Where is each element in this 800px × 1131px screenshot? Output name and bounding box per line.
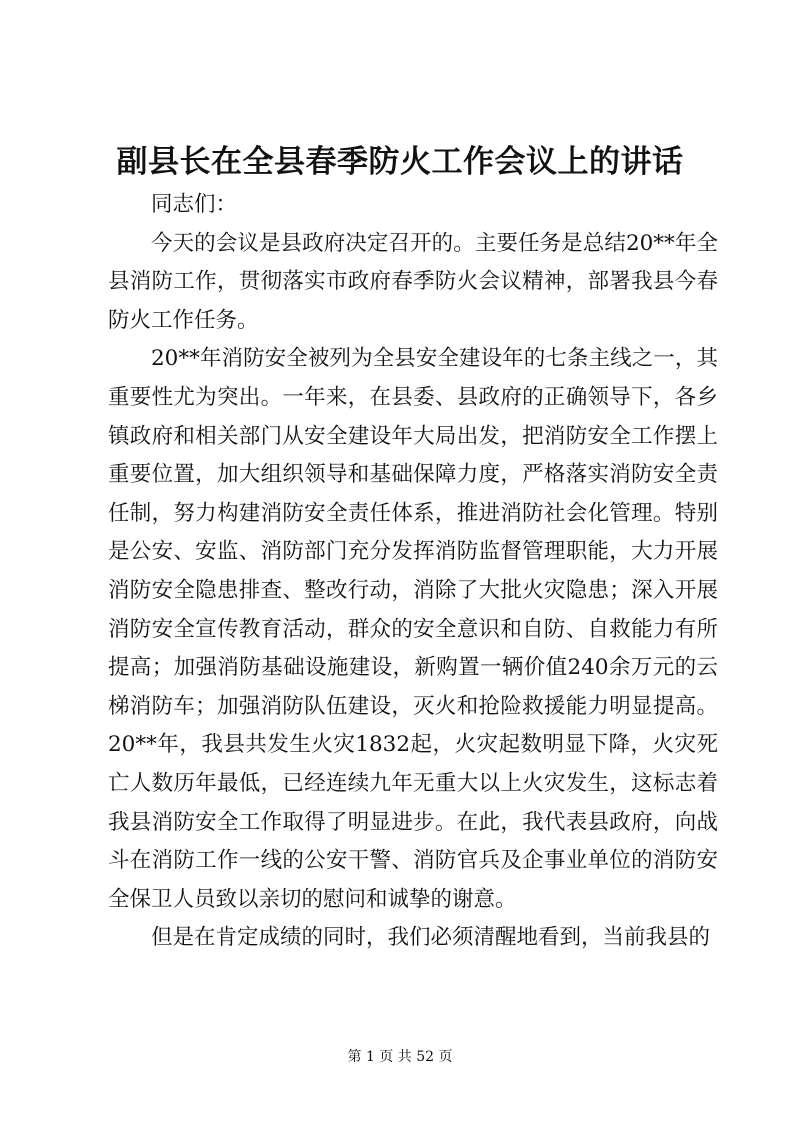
- paragraph: 但是在肯定成绩的同时，我们必须清醒地看到，当前我县的: [151, 925, 711, 951]
- document-body: [108, 186, 718, 958]
- paragraph: 今天的会议是县政府决定召开的。主要任务是总结20**年全县消防工作，贯彻落实市政府春季防火会议精神，部署我县今春防火工作任务。: [108, 230, 718, 333]
- salutation: 同志们：: [151, 192, 238, 217]
- document-title: 副县长在全县春季防火工作会议上的讲话: [116, 144, 684, 180]
- paragraph: 20**年消防安全被列为全县安全建设年的七条主线之一，其重要性尤为突出。一年来，在县委、县政府的正确领导下，各乡镇政府和相关部门从安全建设年大局出发，把消防安全工作摆上重要位置，加大组织领导和基础保障力度，严格落实消防安全责任制，努力构建消防安全责任体系，推进消防社会化管理。特别是公安、安监、消防部门充分发挥消防监督管理职能，大力开展消防安全隐患排查、整改行动，消除了大批火灾隐患；深入开展消防安全宣传教育活动，群众的安全意识和自防、自救能力有所提高；加强消防基础设施建设，新购置一辆价值240余万元的云梯消防车；加强消防队伍建设，灭火和抢险救援能力明显提高。20**年，我县共发生火灾1832起，火灾起数明显下降，火灾死亡人数历年最低，已经连续九年无重大以上火灾发生，这标志着我县消防安全工作取得了明显进步。在此，我代表县政府，向战斗在消防工作一线的公安干警、消防官兵及企事业单位的消防安全保卫人员致以亲切的慰问和诚挚的谢意。: [108, 346, 718, 912]
- page-footer: 第 1 页 共 52 页: [347, 1049, 453, 1065]
